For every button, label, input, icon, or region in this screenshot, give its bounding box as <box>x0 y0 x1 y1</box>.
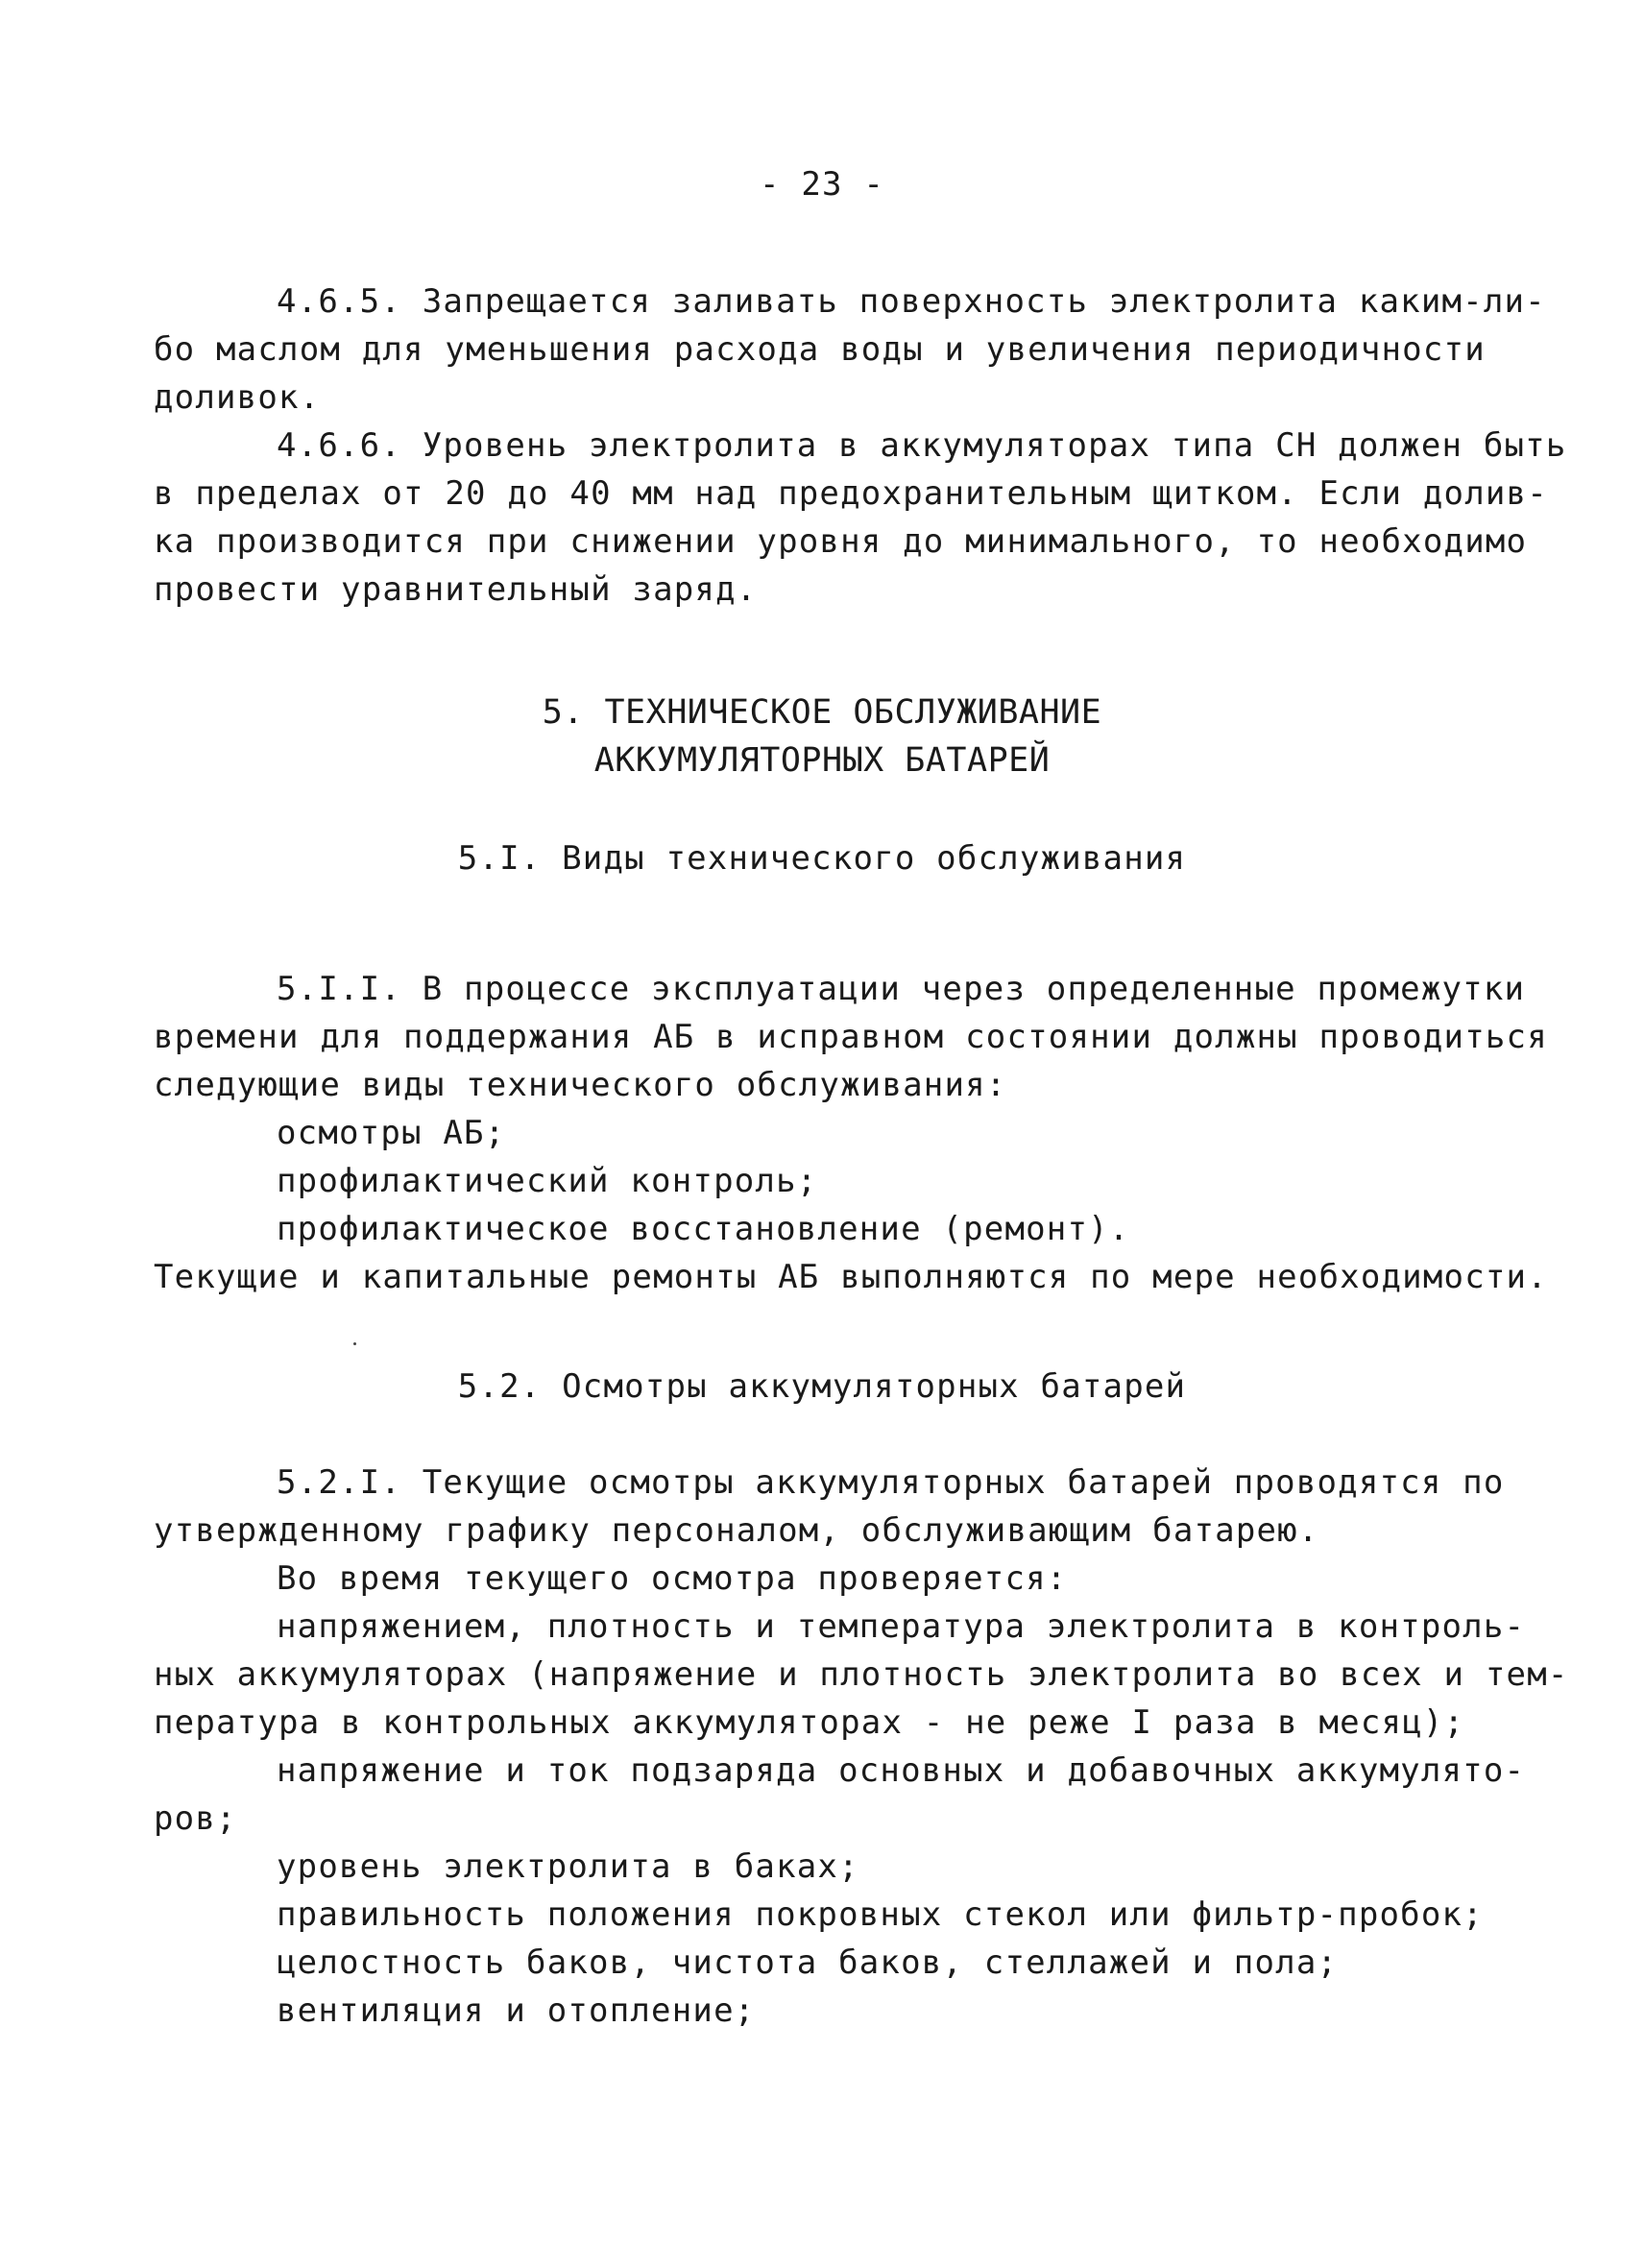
inspection-intro: Во время текущего осмотра проверяется: <box>277 1559 1068 1598</box>
maintenance-type-item: профилактическое восстановление (ремонт). <box>277 1210 1130 1248</box>
subsection-5-1-title: 5.I. Виды технического обслуживания <box>457 839 1187 878</box>
inspection-item-line: пература в контрольных аккумуляторах - не реже I раза в месяц); <box>154 1703 1465 1742</box>
paragraph-5-2-1-line-1: 5.2.I. Текущие осмотры аккумуляторных батарей проводятся по <box>277 1463 1505 1502</box>
paragraph-5-1-1-line-3: следующие виды технического обслуживания: <box>154 1066 1007 1104</box>
paragraph-5-1-1-line-1: 5.I.I. В процессе эксплуатации через определенные промежутки <box>277 970 1526 1008</box>
inspection-item-line: уровень электролита в баках; <box>277 1847 859 1886</box>
inspection-item-line: ров; <box>154 1799 237 1838</box>
inspection-item-line: вентиляция и отопление; <box>277 1991 756 2030</box>
paragraph-5-2-1-line-2: утвержденному графику персоналом, обслуживающим батарею. <box>154 1511 1319 1550</box>
subsection-5-2-title: 5.2. Осмотры аккумуляторных батарей <box>457 1367 1187 1406</box>
paragraph-4-6-6-line-2: в пределах от 20 до 40 мм над предохранительным щитком. Если долив- <box>154 474 1548 513</box>
inspection-item-line: целостность баков, чистота баков, стеллажей и пола; <box>277 1943 1339 1982</box>
scan-speck <box>353 1342 356 1345</box>
paragraph-4-6-6-line-4: провести уравнительный заряд. <box>154 570 758 609</box>
page-number: - 23 - <box>759 165 885 204</box>
section-5-title-line-2: АККУМУЛЯТОРНЫХ БАТАРЕЙ <box>593 741 1051 780</box>
paragraph-4-6-5-line-3: доливок. <box>154 378 321 417</box>
section-5-title-line-1: 5. ТЕХНИЧЕСКОЕ ОБСЛУЖИВАНИЕ <box>542 693 1102 732</box>
paragraph-4-6-5-line-2: бо маслом для уменьшения расхода воды и увеличения периодичности <box>154 330 1486 369</box>
paragraph-4-6-6-line-3: ка производится при снижении уровня до минимального, то необходимо <box>154 522 1528 561</box>
paragraph-4-6-5-line-1: 4.6.5. Запрещается заливать поверхность электролита каким-ли- <box>277 282 1546 321</box>
paragraph-4-6-6-line-1: 4.6.6. Уровень электролита в аккумуляторах типа СН должен быть <box>277 426 1567 465</box>
maintenance-type-item: осмотры АБ; <box>277 1114 506 1152</box>
maintenance-type-item: профилактический контроль; <box>277 1162 818 1200</box>
repairs-note: Текущие и капитальные ремонты АБ выполняются по мере необходимости. <box>154 1258 1548 1296</box>
inspection-item-line: ных аккумуляторах (напряжение и плотность электролита во всех и тем- <box>154 1655 1569 1694</box>
paragraph-5-1-1-line-2: времени для поддержания АБ в исправном состоянии должны проводиться <box>154 1018 1548 1056</box>
inspection-item-line: правильность положения покровных стекол или фильтр-пробок; <box>277 1895 1484 1934</box>
inspection-item-line: напряжение и ток подзаряда основных и добавочных аккумулято- <box>277 1751 1526 1790</box>
inspection-item-line: напряжением, плотность и температура электролита в контроль- <box>277 1607 1526 1646</box>
